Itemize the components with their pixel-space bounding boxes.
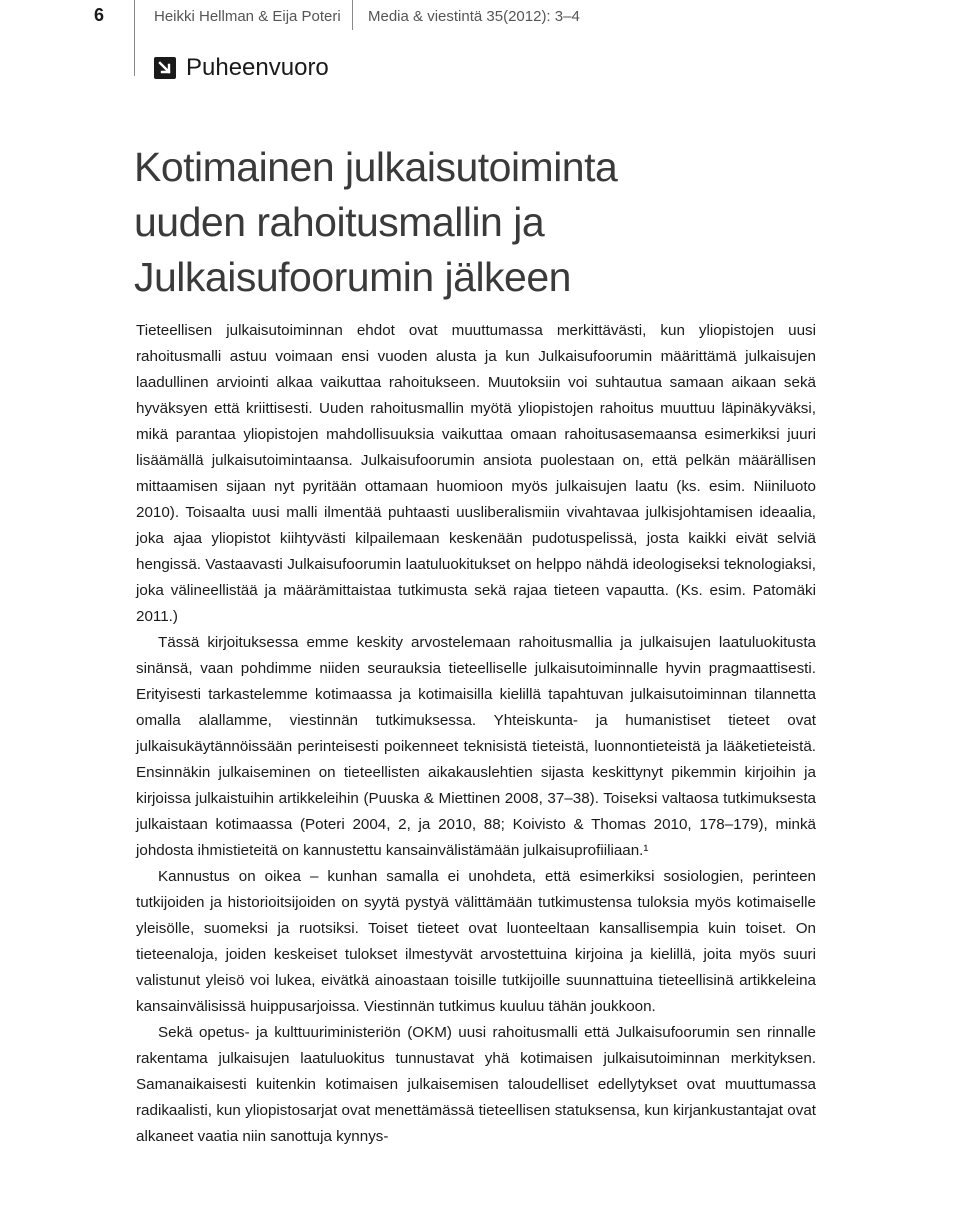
section-name: Puheenvuoro [186, 54, 329, 81]
arrow-down-right-icon [154, 57, 176, 79]
title-line-1: Kotimainen julkaisutoiminta [134, 144, 618, 190]
title-line-3: Julkaisufoorumin jälkeen [134, 254, 571, 300]
page-number: 6 [94, 5, 105, 25]
body-paragraph-4: Sekä opetus- ja kulttuuriministeriön (OKM) uusi rahoitusmalli että Julkaisufoorumin sen rinnalle rakentama julkaisujen laatuluokitus tunnustavat yhä kotimaisen julkaisutoiminnan merkityksen. Samanaikaisesti kuitenkin kotimaisen julkaisemisen taloudelliset edellytykset ovat muuttumassa radikaalisti, kun yliopistosarjat ovat menettämässä tieteellisen statuksensa, kun kirjankustantajat ovat alkaneet vaatia niin sanottuja kynnys- [136, 1024, 816, 1145]
body-paragraph-1: Tieteellisen julkaisutoiminnan ehdot ovat muuttumassa merkittävästi, kun yliopistojen uusi rahoitusmalli astuu voimaan ensi vuoden alusta ja kun Julkaisufoorumin määrittämä julkaisujen laadullinen arviointi alkaa vaikuttaa rahoitukseen. Muutoksiin voi suhtautua samaan aikaan sekä hyväksyen että kriittisesti. Uuden rahoitusmallin myötä yliopistojen rahoitus muuttuu läpinäkyväksi, mikä parantaa yliopistojen mahdollisuuksia vaikuttaa omaan rahoitusasemaansa esimerkiksi juuri lisäämällä julkaisutoimintaansa. Julkaisufoorumin ansiota puolestaan on, että pelkän määrällisen mittaamisen sijaan nyt pyritään ottamaan huomioon myös julkaisujen laatu (ks. esim. Niiniluoto 2010). Toisaalta uusi malli ilmentää puhtaasti uusliberalismiin vivahtavaa julkisjohtamisen ideaalia, joka ajaa yliopistot kiihtyvästi kilpailemaan keskenään pudotuspelissä, josta kaikki eivät selviä hengissä. Vastaavasti Julkaisufoorumin laatuluokitukset on helppo nähdä ideologiseksi teknologiaksi, joka välineellistää ja määrämittaistaa tutkimusta sekä rajaa tieteen vapautta. (Ks. esim. Patomäki 2011.) [136, 322, 816, 625]
running-header-authors: Heikki Hellman & Eija Poteri [154, 8, 341, 25]
header-divider-left [134, 0, 135, 76]
running-header-journal: Media & viestintä 35(2012): 3–4 [368, 8, 580, 25]
header-divider-middle [352, 0, 353, 30]
title-line-2: uuden rahoitusmallin ja [134, 199, 545, 245]
section-label [154, 54, 329, 82]
article-body [136, 318, 816, 1150]
body-paragraph-2: Tässä kirjoituksessa emme keskity arvostelemaan rahoitusmallia ja julkaisujen laatuluokitusta sinänsä, vaan pohdimme niiden seurauksia tieteelliselle julkaisutoiminnalle hyvin pragmaattisesti. Erityisesti tarkastelemme kotimaassa ja kotimaisilla kielillä tapahtuvan julkaisutoiminnan tilannetta omalla alallamme, viestinnän tutkimuksessa. Yhteiskunta- ja humanistiset tieteet ovat julkaisukäytännöissään perinteisesti poikenneet teknisistä tieteistä, luonnontieteistä ja lääketieteistä. Ensinnäkin julkaiseminen on tieteellisten aikakauslehtien sijasta keskittynyt pikemmin kirjoihin ja kirjoissa julkaistuihin artikkeleihin (Puuska & Miettinen 2008, 37–38). Toiseksi valtaosa tutkimuksesta julkaistaan kotimaassa (Poteri 2004, 2, ja 2010, 88; Koivisto & Thomas 2010, 178–179), minkä johdosta ihmistieteitä on kannustettu kansainvälistämään julkaisuprofiiliaan.¹ [136, 634, 816, 859]
article-title [134, 140, 834, 305]
body-paragraph-3: Kannustus on oikea – kunhan samalla ei unohdeta, että esimerkiksi sosiologien, perinteen tutkijoiden ja historioitsijoiden on syytä pystyä välittämään tutkimustensa tuloksia myös kotimaiselle yleisölle, suomeksi ja ruotsiksi. Toiset tieteet ovat luonteeltaan kansallisempia kuin toiset. On tieteenaloja, joiden keskeiset tulokset ilmestyvät arvostettuina kirjoina ja kielillä, joita myös suuri valistunut yleisö voi lukea, eivätkä ainoastaan toisille tutkijoille suunnattuina tieteellisinä artikkeleina kansainvälisissä huippusarjoissa. Viestinnän tutkimus kuuluu tähän joukkoon. [136, 868, 816, 1015]
